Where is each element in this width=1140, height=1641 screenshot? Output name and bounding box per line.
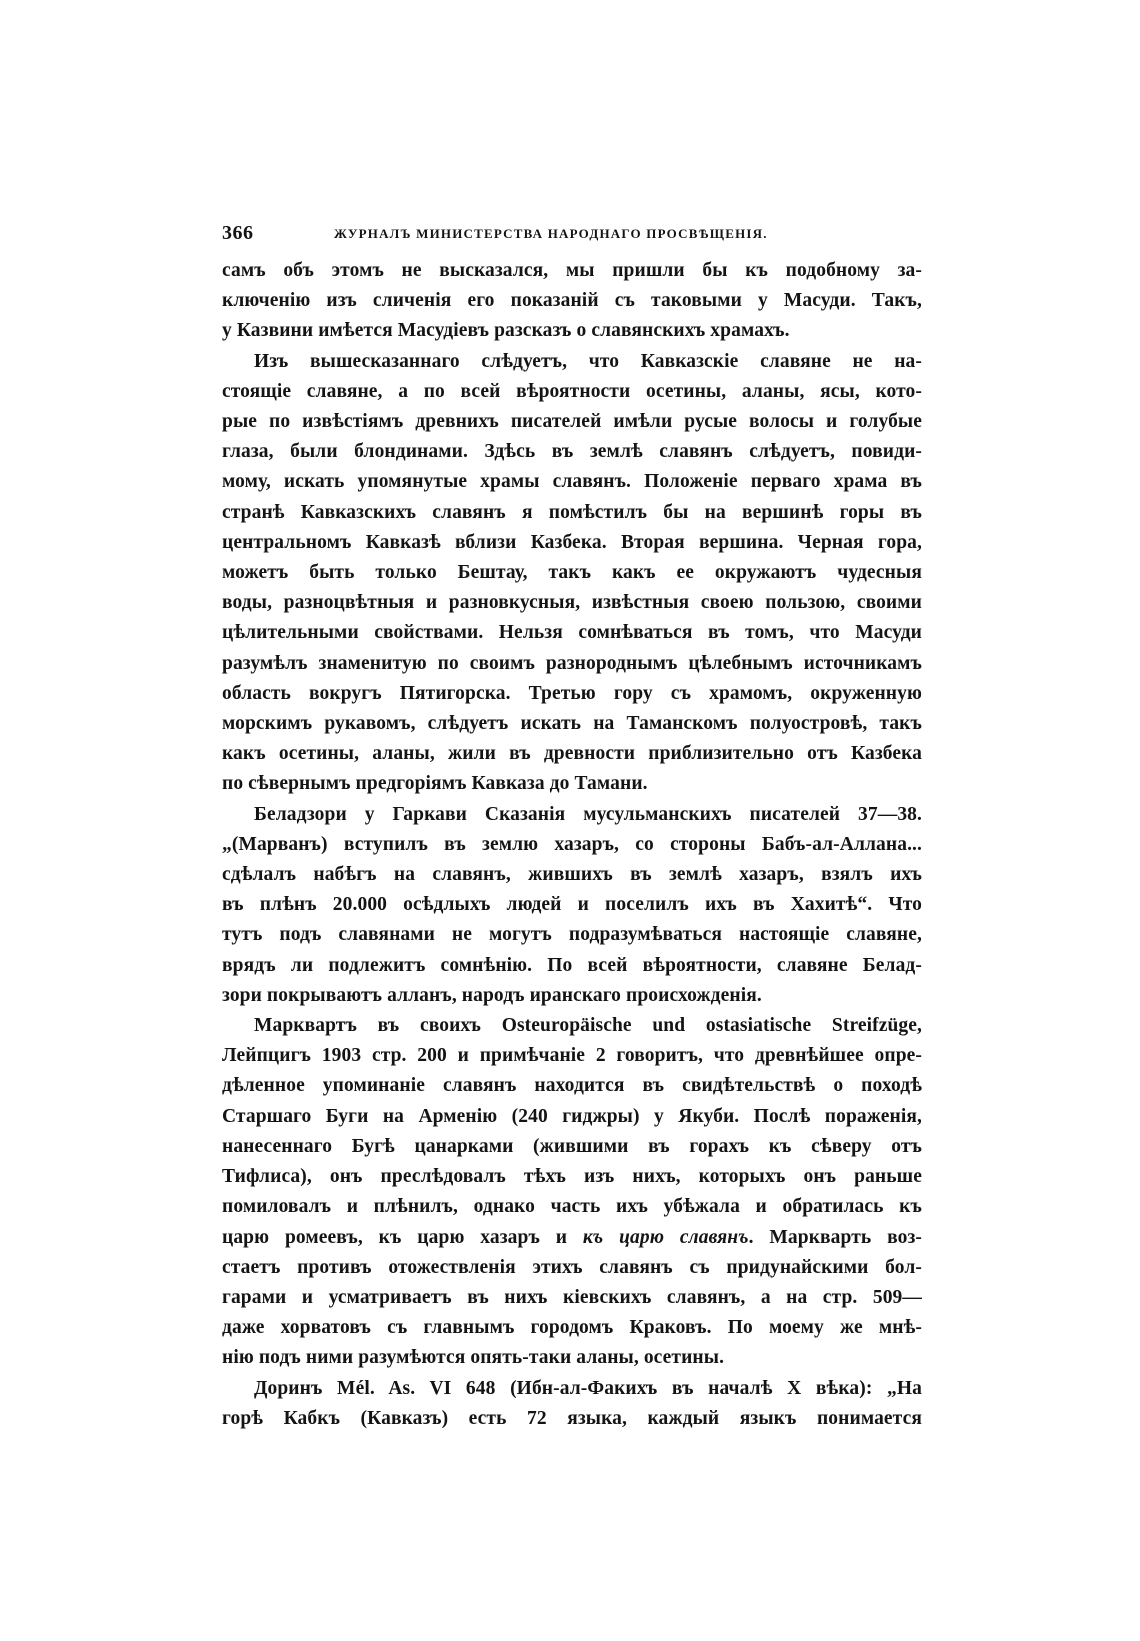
- text-line: какъ осетины, аланы, жили въ древности приблизительно отъ Казбека: [222, 743, 922, 765]
- body-text: [222, 256, 922, 1434]
- text-line: стаетъ противъ отожествленія этихъ славянъ съ придунайскими бол-: [222, 1256, 922, 1278]
- italic-segment: къ царю славянъ: [582, 1226, 749, 1248]
- running-header: [222, 222, 922, 256]
- journal-title: ЖУРНАЛЪ МИНИСТЕРСТВА НАРОДНАГО ПРОСВѢЩЕНІЯ.: [334, 226, 768, 241]
- text-line: нанесеннаго Бугѣ цанарками (жившими въ горахъ къ сѣверу отъ: [222, 1135, 922, 1157]
- text-line: странѣ Кавказскихъ славянъ я помѣстилъ бы на вершинѣ горы въ: [222, 501, 922, 523]
- text-line: самъ объ этомъ не высказался, мы пришли бы къ подобному за-: [222, 260, 922, 281]
- text-line: глаза, были блондинами. Здѣсь въ землѣ славянъ слѣдуетъ, повиди-: [222, 441, 922, 463]
- page-number: 366: [222, 222, 254, 244]
- text-line: тутъ подъ славянами не могутъ подразумѣваться настоящіе славяне,: [222, 924, 922, 946]
- text-line: рые по извѣстіямъ древнихъ писателей имѣли русые волосы и голубые: [222, 411, 922, 433]
- text-line-mixed: [222, 1223, 922, 1253]
- text-line: у Казвини имѣется Масудіевъ разсказъ о славянскихъ храмахъ.: [222, 320, 790, 342]
- text-line: разумѣлъ знаменитую по своимъ разнороднымъ цѣлебнымъ источникамъ: [222, 652, 922, 674]
- text-line: воды, разноцвѣтныя и разновкусныя, извѣстныя своею пользою, своими: [222, 592, 922, 614]
- text-line: сдѣлалъ набѣгъ на славянъ, жившихъ въ землѣ хазаръ, взялъ ихъ: [222, 864, 922, 886]
- text-line: центральномъ Кавказѣ вблизи Казбека. Вторая вершина. Черная гора,: [222, 531, 922, 553]
- paragraph-2: [222, 347, 922, 800]
- text-line: мому, искать упомянутые храмы славянъ. Положеніе перваго храма въ: [222, 471, 922, 493]
- text-line: Изъ вышесказаннаго слѣдуетъ, что Кавказскіе славяне не на-: [254, 350, 922, 372]
- text-line: „(Марванъ) вступилъ въ землю хазаръ, со стороны Бабъ-ал-Аллана...: [222, 833, 922, 855]
- text-line: нію подъ ними разумѣются опять-таки аланы, осетины.: [222, 1347, 725, 1369]
- text-line: морскимъ рукавомъ, слѣдуетъ искать на Таманскомъ полуостровѣ, такъ: [222, 713, 922, 735]
- paragraph-5: [222, 1374, 922, 1434]
- text-line: гарами и усматриваетъ въ нихъ кіевскихъ славянъ, а на стр. 509—: [222, 1286, 922, 1308]
- text-line: цѣлительными свойствами. Нельзя сомнѣваться въ томъ, что Масуди: [222, 622, 922, 644]
- paragraph-3: [222, 800, 922, 1011]
- text-line: можетъ быть только Бештау, такъ какъ ее окружаютъ чудесныя: [222, 562, 922, 584]
- text-line: Марквартъ въ своихъ Osteuropäische und ostasiatische Streifzüge,: [254, 1015, 922, 1037]
- text-segment: царю ромеевъ, къ царю хазаръ и: [222, 1226, 568, 1248]
- text-line: зори покрываютъ алланъ, народъ иранскаго происхожденія.: [222, 984, 762, 1006]
- text-line: ключенію изъ сличенія его показаній съ таковыми у Масуди. Такъ,: [222, 290, 922, 312]
- text-line: горѣ Кабкъ (Кавказъ) есть 72 языка, каждый языкъ понимается: [222, 1407, 922, 1429]
- text-line: даже хорватовъ съ главнымъ городомъ Краковъ. По моему же мнѣ-: [222, 1317, 922, 1339]
- text-line: Тифлиса), онъ преслѣдовалъ тѣхъ изъ нихъ, которыхъ онъ раньше: [222, 1166, 922, 1188]
- text-line: врядъ ли подлежитъ сомнѣнію. По всей вѣроятности, славяне Белад-: [222, 954, 922, 976]
- text-line: дѣленное упоминаніе славянъ находится въ свидѣтельствѣ о походѣ: [222, 1075, 922, 1097]
- text-line: область вокругъ Пятигорска. Третью гору съ храмомъ, окруженную: [222, 682, 922, 704]
- paragraph-4: [222, 1011, 922, 1373]
- text-line: Старшаго Буги на Арменію (240 гиджры) у Якуби. Послѣ пораженія,: [222, 1105, 922, 1127]
- text-line: въ плѣнъ 20.000 осѣдлыхъ людей и поселилъ ихъ въ Хахитѣ“. Что: [222, 894, 922, 916]
- document-page: [222, 222, 922, 1434]
- text-line: стоящіе славяне, а по всей вѣроятности осетины, аланы, ясы, кото-: [222, 380, 922, 402]
- text-line: Лейпцигъ 1903 стр. 200 и примѣчаніе 2 говоритъ, что древнѣйшее опре-: [222, 1045, 922, 1067]
- text-line: помиловалъ и плѣнилъ, однако часть ихъ убѣжала и обратилась къ: [222, 1196, 922, 1218]
- text-line: Доринъ Mél. As. VI 648 (Ибн-ал-Факихъ въ началѣ X вѣка): „На: [254, 1377, 922, 1399]
- text-line: Беладзори у Гаркави Сказанія мусульманскихъ писателей 37—38.: [254, 803, 922, 825]
- paragraph-1: [222, 256, 922, 347]
- text-line: по сѣвернымъ предгоріямъ Кавказа до Тамани.: [222, 773, 648, 795]
- text-segment: . Маркварть воз-: [748, 1226, 923, 1248]
